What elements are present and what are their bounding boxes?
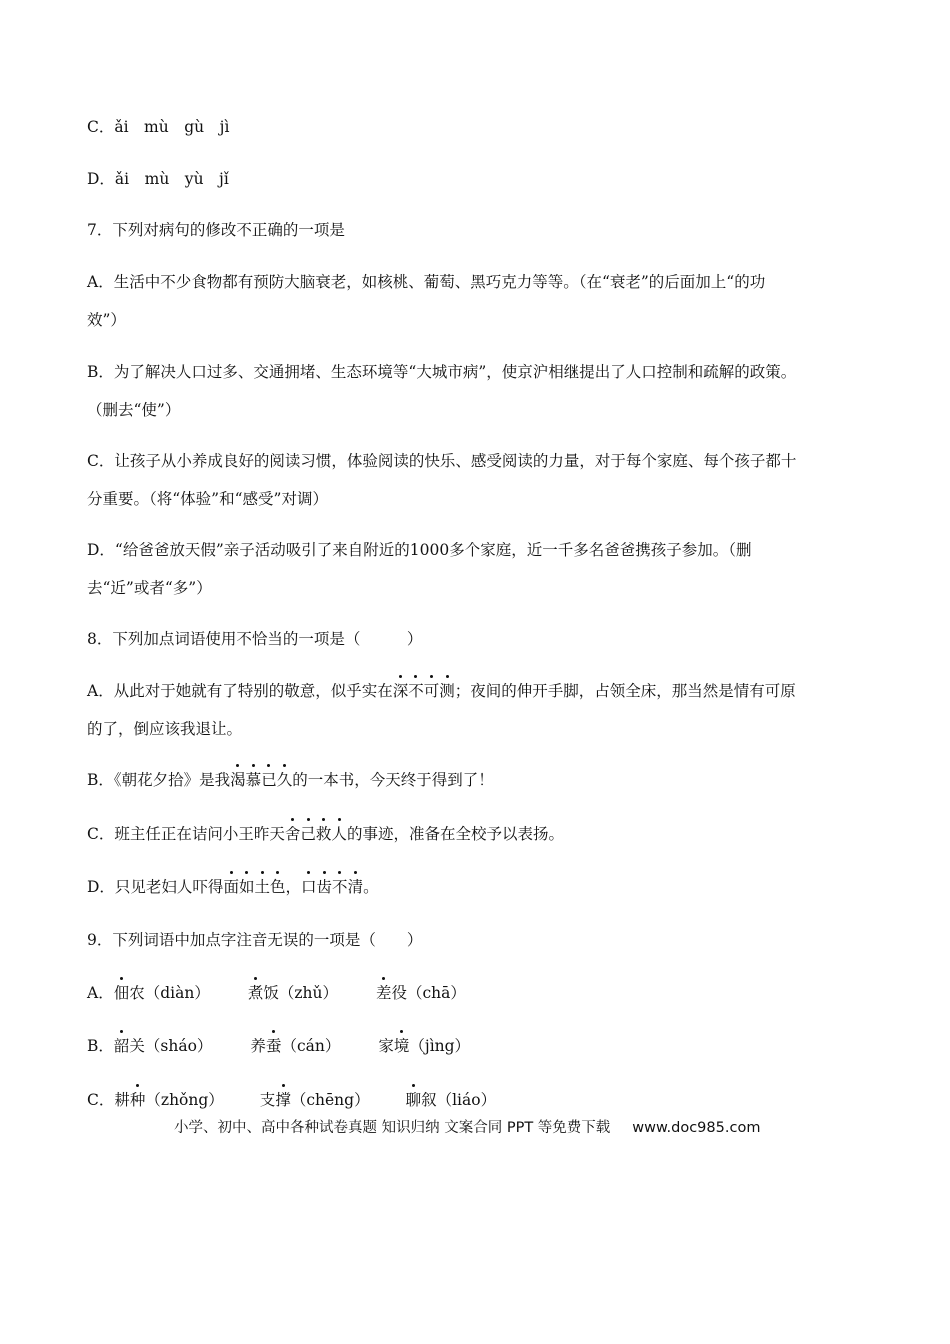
dotted-char: 可 xyxy=(423,682,440,700)
q9-b-label: B． xyxy=(87,1037,114,1055)
dotted-char: 境 xyxy=(393,1037,410,1055)
footer-text: 小学、初中、高中各种试卷真题 知识归纳 文案合同 PPT 等免费下载 xyxy=(174,1120,611,1136)
q9-option-c xyxy=(87,1089,877,1111)
q7-option-d-line1: D．“给爸爸放天假”亲子活动吸引了来自附近的1000多个家庭，近一千多名爸爸携孩子参加。（删 xyxy=(87,541,752,559)
q8-option-a-line1 xyxy=(87,680,877,702)
q9-c-label: C． xyxy=(87,1091,115,1109)
dotted-char: 久 xyxy=(276,771,293,789)
q9-a-word1-rest: 农（diàn） xyxy=(129,984,210,1002)
dotted-char: 面 xyxy=(223,878,239,896)
q7-option-a-line1: A．生活中不少食物都有预防大脑衰老，如核桃、葡萄、黑巧克力等等。（在“衰老”的后面加上“的功 xyxy=(87,273,766,291)
dotted-char: 测 xyxy=(439,682,455,700)
q8-option-a-line2: 的了，倒应该我退让。 xyxy=(87,720,243,738)
footer-url[interactable]: www.doc985.com xyxy=(632,1120,761,1136)
q9-c-word1-pre: 耕 xyxy=(114,1091,130,1109)
dotted-char: 口 xyxy=(301,878,317,896)
dotted-char: 韶 xyxy=(113,1037,130,1055)
q8-b-post: 的一本书，今天终于得到了！ xyxy=(292,771,494,789)
dotted-char: 撑 xyxy=(275,1091,291,1109)
q8-c-post: 的事迹，准备在全校予以表扬。 xyxy=(346,825,564,843)
q7-option-a-line2: 效”） xyxy=(87,311,126,329)
q9-a-label: A． xyxy=(87,984,114,1002)
q8-c-pre: C．班主任正在诘问小王昨天 xyxy=(87,825,285,843)
dotted-char: 聊 xyxy=(405,1091,422,1109)
q9-b-word3-rest: （jìng） xyxy=(409,1037,471,1055)
dotted-char: 清 xyxy=(347,878,364,896)
q8-option-c xyxy=(87,823,877,845)
dotted-char: 煮 xyxy=(247,984,264,1002)
q7-option-b-line1: B．为了解决人口过多、交通拥堵、生态环境等“大城市病”，使京沪相继提出了人口控制和疏解的政策。 xyxy=(87,363,797,381)
q8-a-post: ；夜间的伸开手脚，占领全床，那当然是情有可原 xyxy=(454,682,796,700)
q8-d-pre: D．只见老妇人吓得 xyxy=(87,878,224,896)
q9-stem: 9．下列词语中加点字注音无误的一项是（ ） xyxy=(87,931,423,949)
q6-option-c: C．ǎi mù gù jì xyxy=(87,118,230,136)
dotted-char: 人 xyxy=(331,825,347,843)
dotted-char: 救 xyxy=(315,825,332,843)
dotted-char: 蚕 xyxy=(265,1037,282,1055)
q9-c-word1-rest: （zhǒng） xyxy=(145,1091,224,1109)
dotted-char: 如 xyxy=(238,878,255,896)
dotted-char: 不 xyxy=(332,878,348,896)
q8-option-d xyxy=(87,876,877,898)
q9-a-word3-rest: 役（chā） xyxy=(391,984,466,1002)
q9-option-a xyxy=(87,982,877,1004)
q7-option-c-line2: 分重要。（将“体验”和“感受”对调） xyxy=(87,490,328,508)
q9-c-word2-rest: （chēng） xyxy=(290,1091,370,1109)
q9-c-word2-pre: 支 xyxy=(259,1091,276,1109)
q9-b-word1-rest: 关（sháo） xyxy=(129,1037,213,1055)
q9-b-word3-pre: 家 xyxy=(378,1037,394,1055)
q8-a-pre: A．从此对于她就有了特别的敬意，似乎实在 xyxy=(87,682,393,700)
q7-option-b-line2: （删去“使”） xyxy=(87,401,181,419)
q9-c-word3-rest: 叙（liáo） xyxy=(421,1091,497,1109)
dotted-char: 己 xyxy=(300,825,316,843)
q9-b-word2-rest: （cán） xyxy=(281,1037,341,1055)
dotted-char: 不 xyxy=(408,682,424,700)
q8-stem: 8．下列加点词语使用不恰当的一项是（ ） xyxy=(87,630,423,648)
dotted-char: 慕 xyxy=(245,771,262,789)
page-footer xyxy=(174,1116,760,1137)
dotted-char: 深 xyxy=(392,682,409,700)
q6-option-d: D．ǎi mù yù jǐ xyxy=(87,170,229,188)
dotted-char: 差 xyxy=(375,984,392,1002)
dotted-char: 种 xyxy=(129,1091,146,1109)
dotted-char: 舍 xyxy=(284,825,301,843)
q7-option-d-line2: 去“近”或者“多”） xyxy=(87,579,212,597)
dotted-char: 已 xyxy=(261,771,277,789)
dotted-char: 佃 xyxy=(113,984,130,1002)
dotted-char: 色 xyxy=(269,878,286,896)
dotted-char: 齿 xyxy=(316,878,333,896)
q8-b-pre: B．《朝花夕拾》是我 xyxy=(87,771,231,789)
q8-option-b xyxy=(87,769,877,791)
q9-b-word2-pre: 养 xyxy=(250,1037,266,1055)
q7-option-c-line1: C．让孩子从小养成良好的阅读习惯，体验阅读的快乐、感受阅读的力量，对于每个家庭、每个孩子都十 xyxy=(87,452,797,470)
q8-d-mid: ， xyxy=(285,878,302,896)
q8-d-post: 。 xyxy=(363,878,379,896)
q9-a-word2-rest: 饭（zhǔ） xyxy=(263,984,338,1002)
dotted-char: 土 xyxy=(254,878,270,896)
q7-stem: 7．下列对病句的修改不正确的一项是 xyxy=(87,221,345,239)
q9-option-b xyxy=(87,1035,877,1057)
dotted-char: 渴 xyxy=(230,771,246,789)
